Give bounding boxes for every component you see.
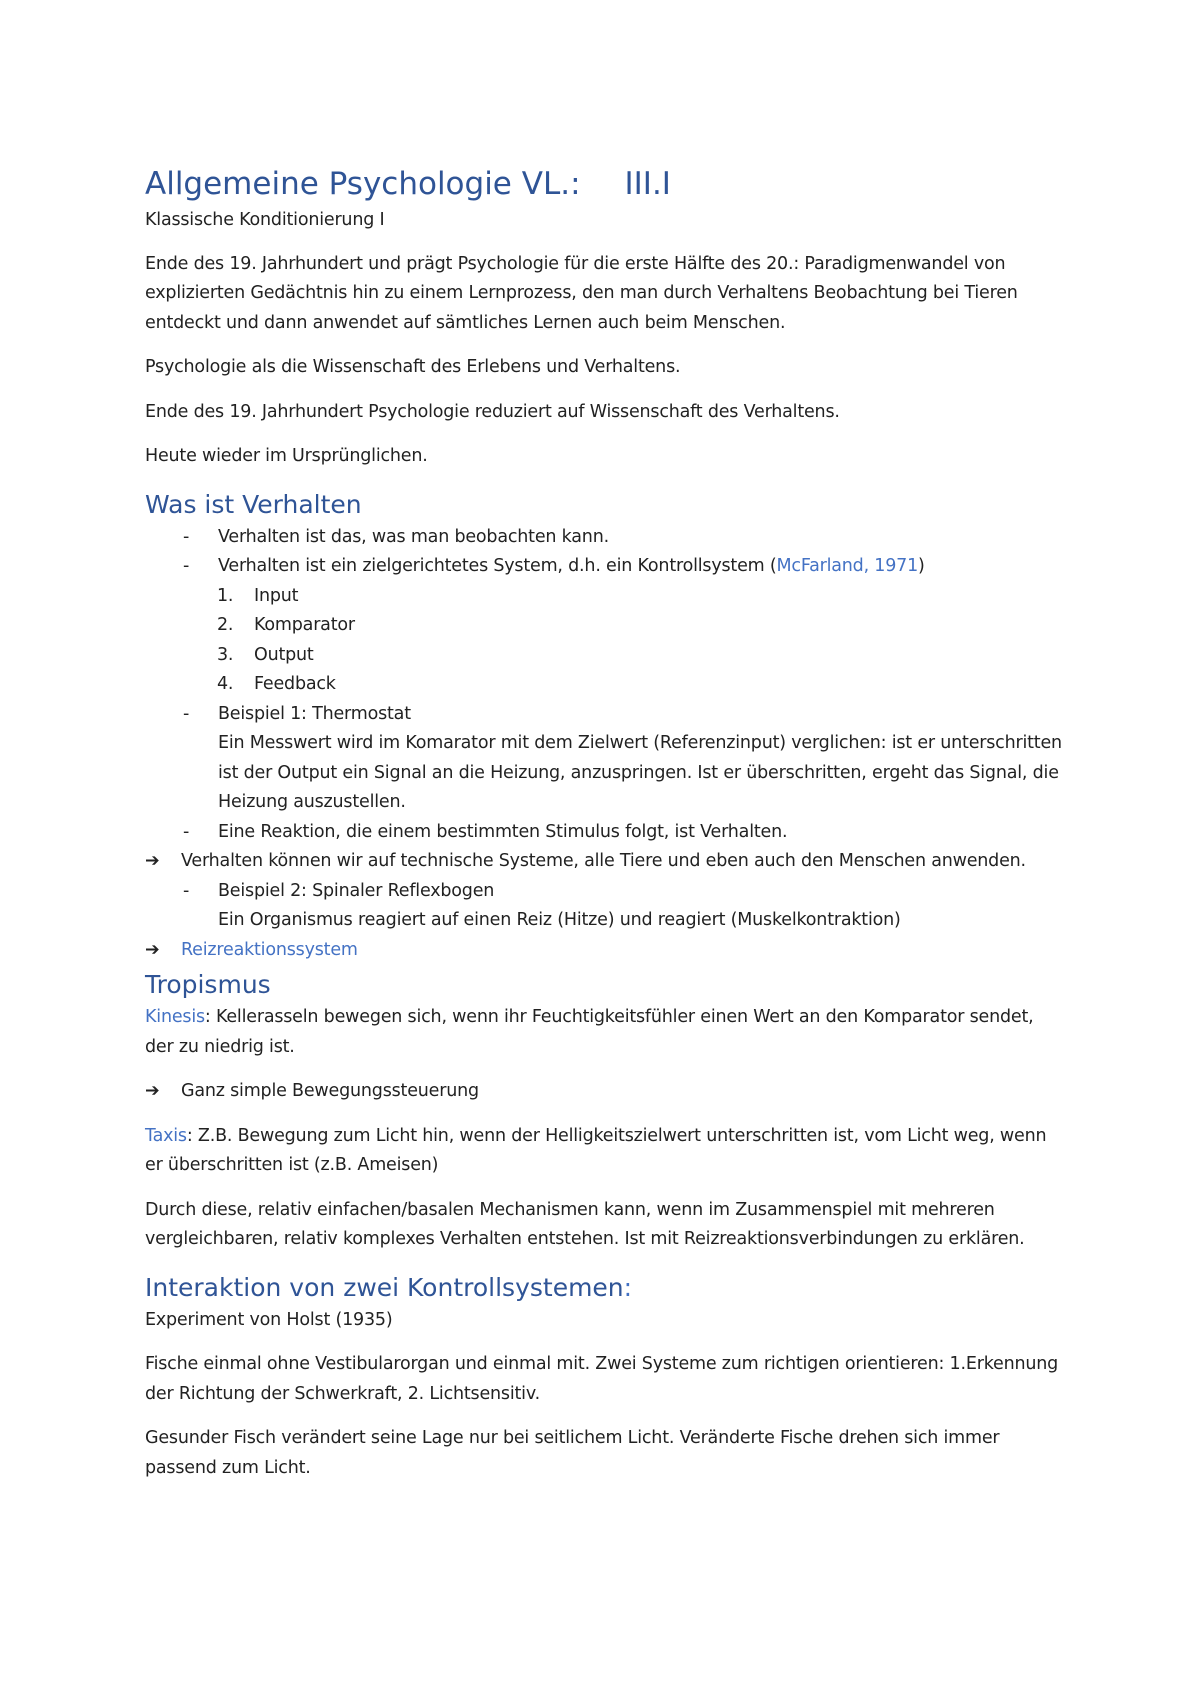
list-item-text: Eine Reaktion, die einem bestimmten Stimulus folgt, ist Verhalten. (218, 821, 788, 842)
list-item (145, 700, 1065, 818)
arrow-note (145, 1077, 1065, 1107)
list-item-text: Verhalten ist ein zielgerichtetes System, d.h. ein Kontrollsystem ( (218, 556, 777, 576)
kinesis-term: Kinesis (145, 1007, 205, 1027)
numbered-item (145, 582, 1065, 612)
title-main: Allgemeine Psychologie VL.: (145, 166, 581, 202)
fische-paragraph-2: Gesunder Fisch verändert seine Lage nur bei seitlichem Licht. Veränderte Fische drehen sich immer passend zum Licht. (145, 1428, 1000, 1478)
dash-marker: - (183, 821, 190, 842)
numbered-item-label: Output (254, 644, 314, 665)
taxis-paragraph (145, 1122, 1065, 1181)
section-heading-tropismus: Tropismus (145, 970, 271, 999)
number-marker: 1. (217, 585, 234, 606)
title-number: III.I (624, 166, 671, 202)
example-1-text: Ein Messwert wird im Komarator mit dem Zielwert (Referenzinput) verglichen: ist er unterschritten ist der Output ein Signal an die Heizung, anzuspringen. Ist er überschritten, ergeht das Signal, die Heizung auszustellen. (218, 733, 1062, 812)
numbered-item (145, 641, 1065, 671)
dash-marker: - (183, 556, 190, 576)
document-subtitle: Klassische Konditionierung I (145, 210, 385, 230)
mechanismen-paragraph: Durch diese, relativ einfachen/basalen Mechanismen kann, wenn im Zusammenspiel mit mehreren vergleichbaren, relativ komplexes Verhalten entstehen. Ist mit Reizreaktionsverbindungen zu erklären. (145, 1199, 1025, 1249)
list-item-text-close: ) (918, 556, 925, 576)
kinesis-text: : Kellerasseln bewegen sich, wenn ihr Feuchtigkeitsfühler einen Wert an den Komparator sendet, der zu niedrig ist. (145, 1007, 1034, 1057)
numbered-item-label: Feedback (254, 674, 336, 694)
numbered-item (145, 670, 1065, 700)
fische-paragraph-1: Fische einmal ohne Vestibularorgan und einmal mit. Zwei Systeme zum richtigen orientieren: 1.Erkennung der Richtung der Schwerkraft, 2. Lichtsensitiv. (145, 1354, 1059, 1404)
numbered-item (145, 611, 1065, 641)
arrow-note (145, 936, 1065, 966)
kinesis-paragraph (145, 1003, 1065, 1062)
taxis-text: : Z.B. Bewegung zum Licht hin, wenn der Helligkeitszielwert unterschritten ist, vom Licht weg, wenn er überschritten ist (z.B. Ameisen) (145, 1125, 1047, 1175)
number-marker: 3. (217, 644, 234, 665)
list-item (145, 877, 1065, 936)
arrow-note (145, 847, 1065, 877)
heading-colon: : (623, 1272, 633, 1302)
numbered-item-label: Komparator (254, 615, 355, 635)
list-item (145, 523, 1065, 553)
taxis-term: Taxis (145, 1125, 187, 1146)
numbered-item-label: Input (254, 585, 299, 606)
list-item-text: Verhalten ist das, was man beobachten kann. (218, 526, 609, 547)
section-heading-interaktion-text: Interaktion von zwei Kontrollsystemen (145, 1272, 624, 1302)
dash-marker: - (183, 703, 190, 724)
arrow-icon: ➔ (145, 939, 160, 960)
list-item (145, 552, 1065, 582)
arrow-note-text: Ganz simple Bewegungssteuerung (181, 1081, 479, 1101)
example-2-text: Ein Organismus reagiert auf einen Reiz (Hitze) und reagiert (Muskelkontraktion) (218, 910, 901, 930)
number-marker: 2. (217, 615, 234, 635)
list-item (145, 818, 1065, 848)
section-heading-verhalten: Was ist Verhalten (145, 489, 362, 519)
verhalten-list (145, 523, 1065, 582)
arrow-icon: ➔ (145, 851, 160, 871)
example-1-title: Beispiel 1: Thermostat (218, 703, 411, 724)
verhalten-list-example-2 (145, 877, 1065, 936)
experiment-line: Experiment von Holst (1935) (145, 1309, 393, 1330)
citation-mcfarland: McFarland, 1971 (776, 556, 919, 576)
arrow-icon: ➔ (145, 1081, 160, 1101)
kontrollsystem-components-list (145, 582, 1065, 700)
intro-paragraph-4: Heute wieder im Ursprünglichen. (145, 446, 428, 466)
document-body (145, 162, 1065, 1498)
intro-paragraph-1: Ende des 19. Jahrhundert und prägt Psychologie für die erste Hälfte des 20.: Paradigmenwandel von explizierten Gedächtnis hin zu einem Lernprozess, den man durch Verhaltens Beobachtung bei Tieren entdeckt und dann anwendet auf sämtliches Lernen auch beim Menschen. (145, 253, 1018, 333)
number-marker: 4. (217, 674, 234, 694)
document-title (145, 162, 1065, 206)
arrow-note-text: Verhalten können wir auf technische Systeme, alle Tiere und eben auch den Menschen anwenden. (181, 851, 1026, 871)
reizreaktionssystem-term: Reizreaktionssystem (181, 939, 358, 960)
dash-marker: - (183, 880, 190, 901)
intro-paragraph-3: Ende des 19. Jahrhundert Psychologie reduziert auf Wissenschaft des Verhaltens. (145, 401, 840, 422)
intro-paragraph-2: Psychologie als die Wissenschaft des Erlebens und Verhaltens. (145, 357, 681, 377)
example-2-title: Beispiel 2: Spinaler Reflexbogen (218, 880, 495, 901)
verhalten-list-continued (145, 700, 1065, 848)
section-heading-interaktion (145, 1270, 1065, 1306)
dash-marker: - (183, 526, 190, 547)
